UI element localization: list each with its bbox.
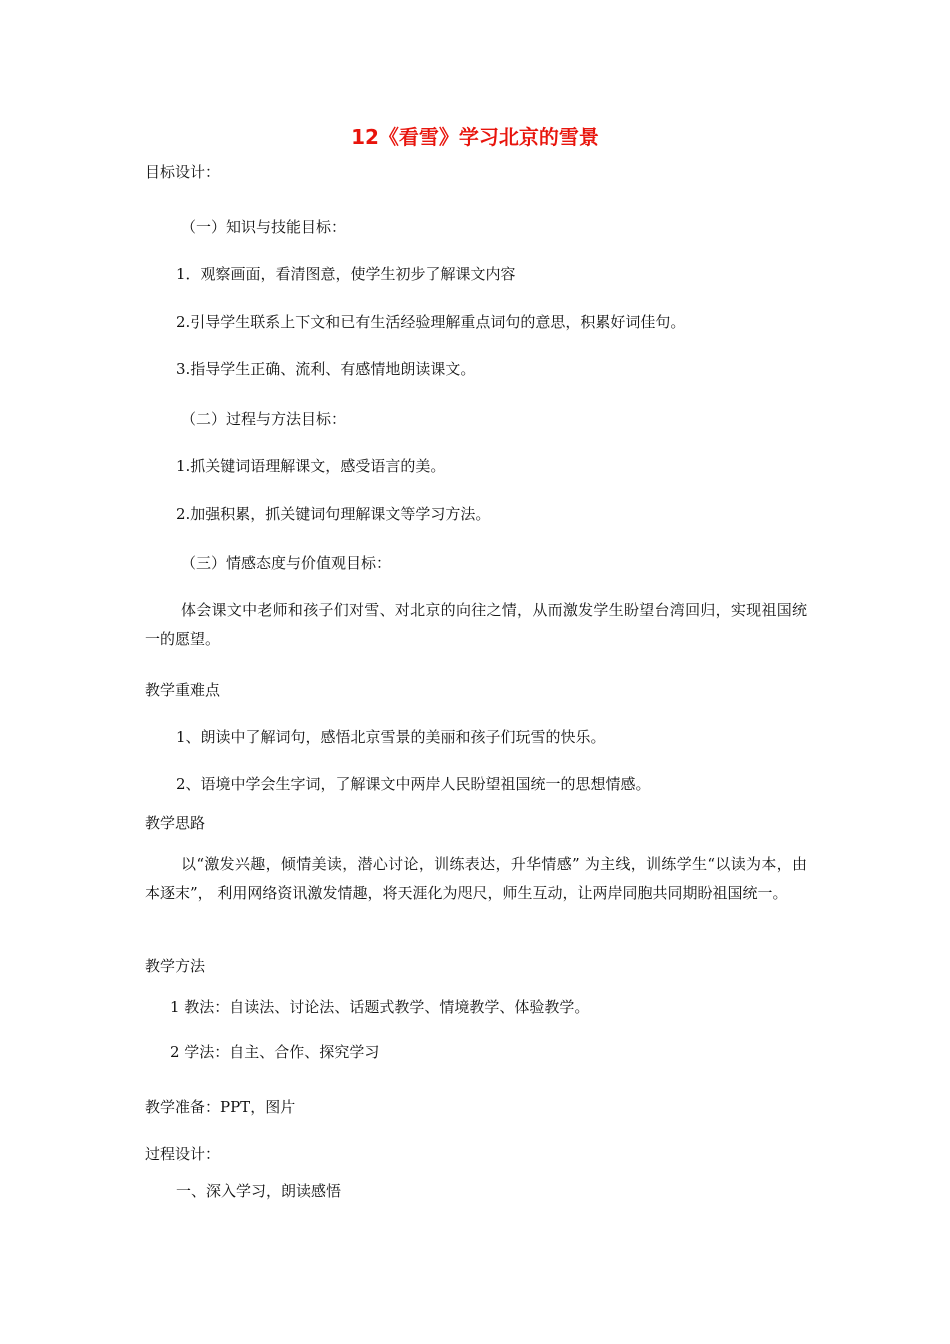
key-points-heading: 教学重难点 (145, 681, 221, 699)
method-1: 1 教法：自读法、讨论法、话题式教学、情境教学、体验教学。 (170, 998, 590, 1016)
goal-design-heading: 目标设计： (145, 163, 221, 181)
goal-1-item-1: 1．观察画面，看清图意，使学生初步了解课文内容 (176, 265, 516, 283)
methods-heading: 教学方法 (145, 957, 206, 975)
key-point-1: 1、朗读中了解词句，感悟北京雪景的美丽和孩子们玩雪的快乐。 (176, 728, 606, 746)
goal-2-item-1: 1.抓关键词语理解课文，感受语言的美。 (176, 457, 446, 475)
method-2: 2 学法：自主、合作、探究学习 (170, 1043, 380, 1061)
document-title: 12《看雪》学习北京的雪景 (351, 125, 599, 149)
goal-3-paragraph: 体会课文中老师和孩子们对雪、对北京的向往之情，从而激发学生盼望台湾回归，实现祖国统一的愿望。 (145, 601, 807, 648)
process-heading: 过程设计： (145, 1145, 221, 1163)
goal-2-heading: （二）过程与方法目标： (181, 410, 347, 428)
goal-1-item-2: 2.引导学生联系上下文和已有生活经验理解重点词句的意思，积累好词佳句。 (176, 313, 686, 331)
goal-3-heading: （三）情感态度与价值观目标： (181, 554, 392, 572)
goal-2-item-2: 2.加强积累，抓关键词句理解课文等学习方法。 (176, 505, 491, 523)
approach-heading: 教学思路 (145, 814, 206, 832)
key-point-2: 2、语境中学会生字词，了解课文中两岸人民盼望祖国统一的思想情感。 (176, 775, 651, 793)
goal-1-item-3: 3.指导学生正确、流利、有感情地朗读课文。 (176, 360, 476, 378)
process-step-1: 一、深入学习，朗读感悟 (176, 1182, 342, 1200)
approach-paragraph: 以“激发兴趣，倾情美读，潜心讨论，训练表达，升华情感” 为主线，训练学生“以读为本，由本逐末”， 利用网络资讯激发情趣，将天涯化为咫尺，师生互动，让两岸同胞共同期盼祖国统一。 (145, 855, 807, 902)
preparation-line: 教学准备：PPT，图片 (145, 1098, 296, 1116)
goal-1-heading: （一）知识与技能目标： (181, 218, 347, 236)
